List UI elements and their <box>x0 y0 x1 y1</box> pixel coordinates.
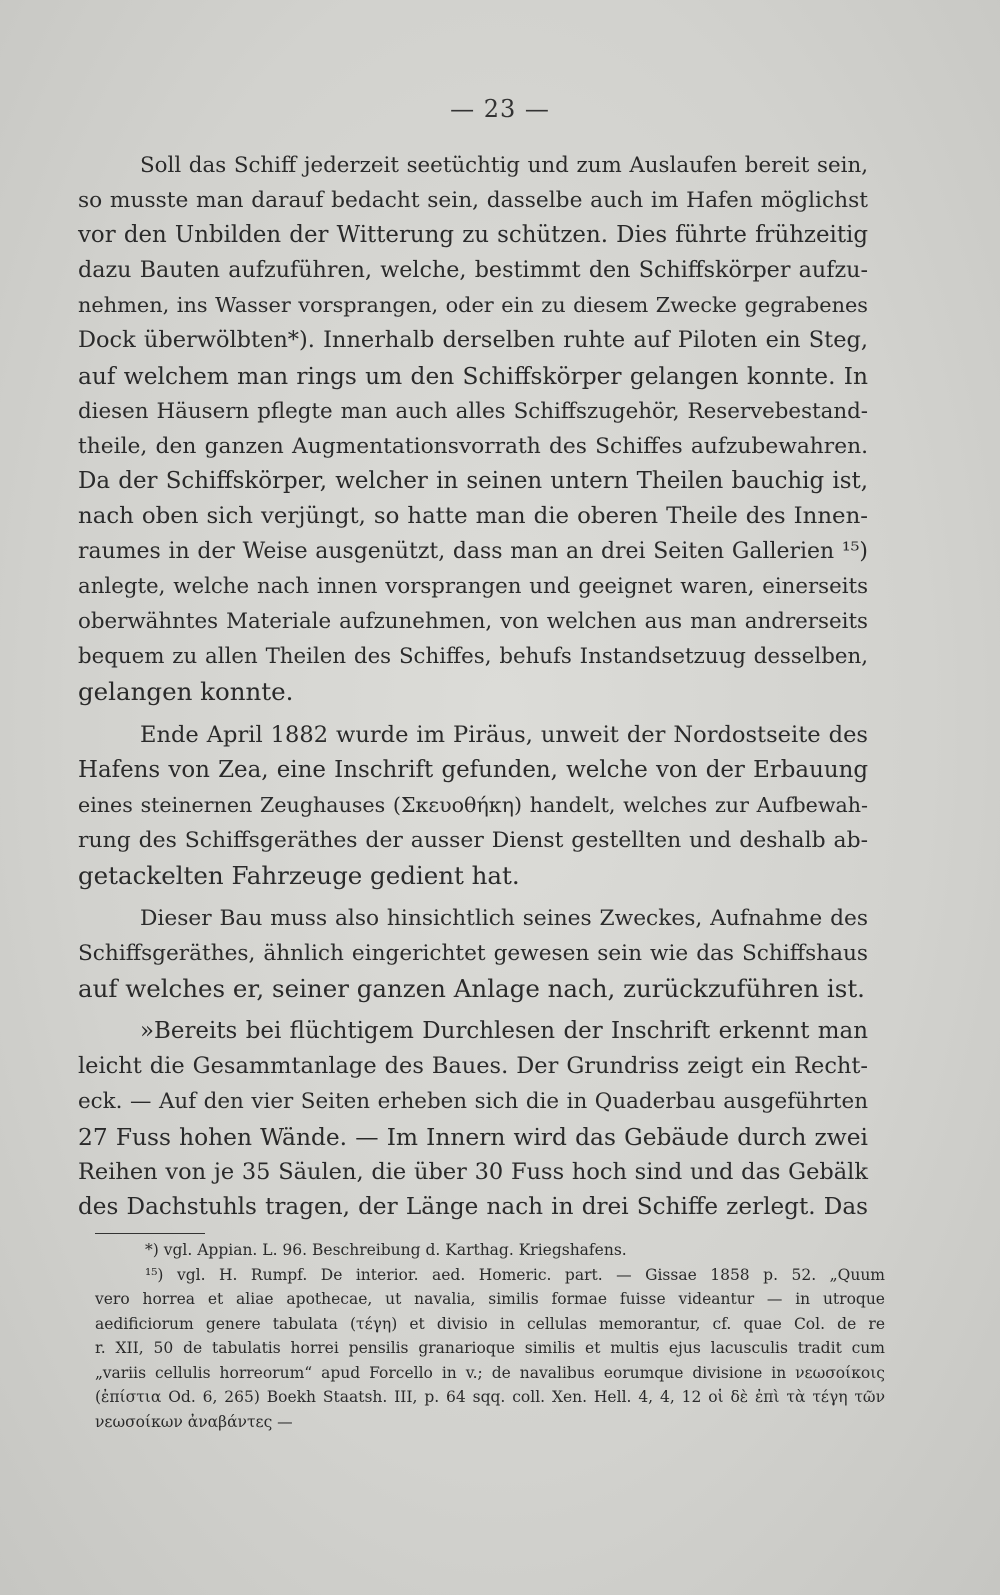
text-line: Dock überwölbten*). Innerhalb derselben ruhte auf Piloten ein Steg, <box>78 327 868 354</box>
text-line: Dieser Bau muss also hinsichtlich seines Zweckes, Aufnahme des <box>140 905 868 931</box>
page-number: — 23 — <box>450 95 550 123</box>
text-line: raumes in der Weise ausgenützt, dass man an drei Seiten Gallerien ¹⁵) <box>78 539 868 565</box>
text-line: dazu Bauten aufzuführen, welche, bestimmt den Schiffskörper aufzu- <box>78 257 868 284</box>
text-line: so musste man darauf bedacht sein, dasselbe auch im Hafen möglichst <box>78 188 868 214</box>
paragraph <box>78 718 868 893</box>
paragraph <box>78 1014 868 1225</box>
footnote-line: r. XII, 50 de tabulatis horrei pensilis granarioque similis et multis ejus lacusculis tradit cum <box>95 1339 885 1357</box>
text-line: des Dachstuhls tragen, der Länge nach in drei Schiffe zerlegt. Das <box>78 1193 868 1220</box>
text-line: Schiffsgeräthes, ähnlich eingerichtet gewesen sein wie das Schiffshaus <box>78 941 868 967</box>
text-line: auf welches er, seiner ganzen Anlage nach, zurückzuführen ist. <box>78 974 865 1004</box>
paragraph <box>78 901 868 1006</box>
text-line: leicht die Gesammtanlage des Baues. Der Grundriss zeigt ein Recht- <box>78 1053 868 1080</box>
footnote-line: aedificiorum genere tabulata (τέγη) et divisio in cellulas memorantur, cf. quae Col. de re <box>95 1314 885 1333</box>
text-line: vor den Unbilden der Witterung zu schützen. Dies führte frühzeitig <box>78 222 868 249</box>
text-line: nehmen, ins Wasser vorsprangen, oder ein zu diesem Zwecke gegrabenes <box>78 293 868 318</box>
footnote-line: νεωσοίκων ἀναβάντες — <box>95 1412 293 1431</box>
text-line: oberwähntes Materiale aufzunehmen, von welchen aus man andrerseits <box>78 609 868 635</box>
paragraph <box>78 148 868 710</box>
text-line: auf welchem man rings um den Schiffskörper gelangen konnte. In <box>78 362 868 390</box>
text-line: anlegte, welche nach innen vorsprangen und geeignet waren, einerseits <box>78 574 868 600</box>
footnotes <box>95 1238 885 1434</box>
text-line: 27 Fuss hohen Wände. — Im Innern wird das Gebäude durch zwei <box>78 1123 868 1151</box>
footnote-line: ¹⁵) vgl. H. Rumpf. De interior. aed. Homeric. part. — Gissae 1858 p. 52. „Quum <box>145 1265 885 1284</box>
footnote-line: „variis cellulis horreorum“ apud Forcello in v.; de navalibus eorumque divisione in νεωσοίκοις <box>95 1363 885 1382</box>
text-line: »Bereits bei flüchtigem Durchlesen der Inschrift erkennt man <box>140 1018 868 1045</box>
text-line: gelangen konnte. <box>78 677 294 707</box>
text-line: theile, den ganzen Augmentationsvorrath des Schiffes aufzubewahren. <box>78 433 868 459</box>
text-line: Ende April 1882 wurde im Piräus, unweit der Nordostseite des <box>140 721 868 748</box>
main-text <box>78 148 868 1225</box>
text-line: bequem zu allen Theilen des Schiffes, behufs Instandsetzuug desselben, <box>78 644 868 670</box>
footnote-rule <box>95 1233 205 1234</box>
text-line: eines steinernen Zeughauses (Σκευοθήκη) handelt, welches zur Aufbewah- <box>78 792 868 817</box>
text-line: Soll das Schiff jederzeit seetüchtig und zum Auslaufen bereit sein, <box>140 153 868 178</box>
footnote-line: (ἐπίστια Od. 6, 265) Boekh Staatsh. III, p. 64 sqq. coll. Xen. Hell. 4, 4, 12 οἱ δὲ ἐπὶ τὰ τέγη τῶν <box>95 1388 885 1406</box>
footnote <box>95 1263 885 1435</box>
text-line: Da der Schiffskörper, welcher in seinen untern Theilen bauchig ist, <box>78 467 868 494</box>
text-line: getackelten Fahrzeuge gedient hat. <box>78 860 520 890</box>
footnote-line: *) vgl. Appian. L. 96. Beschreibung d. Karthag. Kriegshafens. <box>145 1241 627 1259</box>
text-line: Hafens von Zea, eine Inschrift gefunden, welche von der Erbauung <box>78 756 868 783</box>
text-line: Reihen von je 35 Säulen, die über 30 Fuss hoch sind und das Gebälk <box>78 1158 868 1185</box>
text-line: nach oben sich verjüngt, so hatte man die oberen Theile des Innen- <box>78 502 868 529</box>
text-line: eck. — Auf den vier Seiten erheben sich die in Quaderbau ausgeführten <box>78 1089 868 1115</box>
footnote-line: vero horrea et aliae apothecae, ut navalia, similis formae fuisse videantur — in utroque <box>95 1290 885 1308</box>
text-line: rung des Schiffsgeräthes der ausser Dienst gestellten und deshalb ab- <box>78 827 868 853</box>
footnote <box>95 1238 885 1263</box>
text-line: diesen Häusern pflegte man auch alles Schiffszugehör, Reservebestand- <box>78 398 868 424</box>
